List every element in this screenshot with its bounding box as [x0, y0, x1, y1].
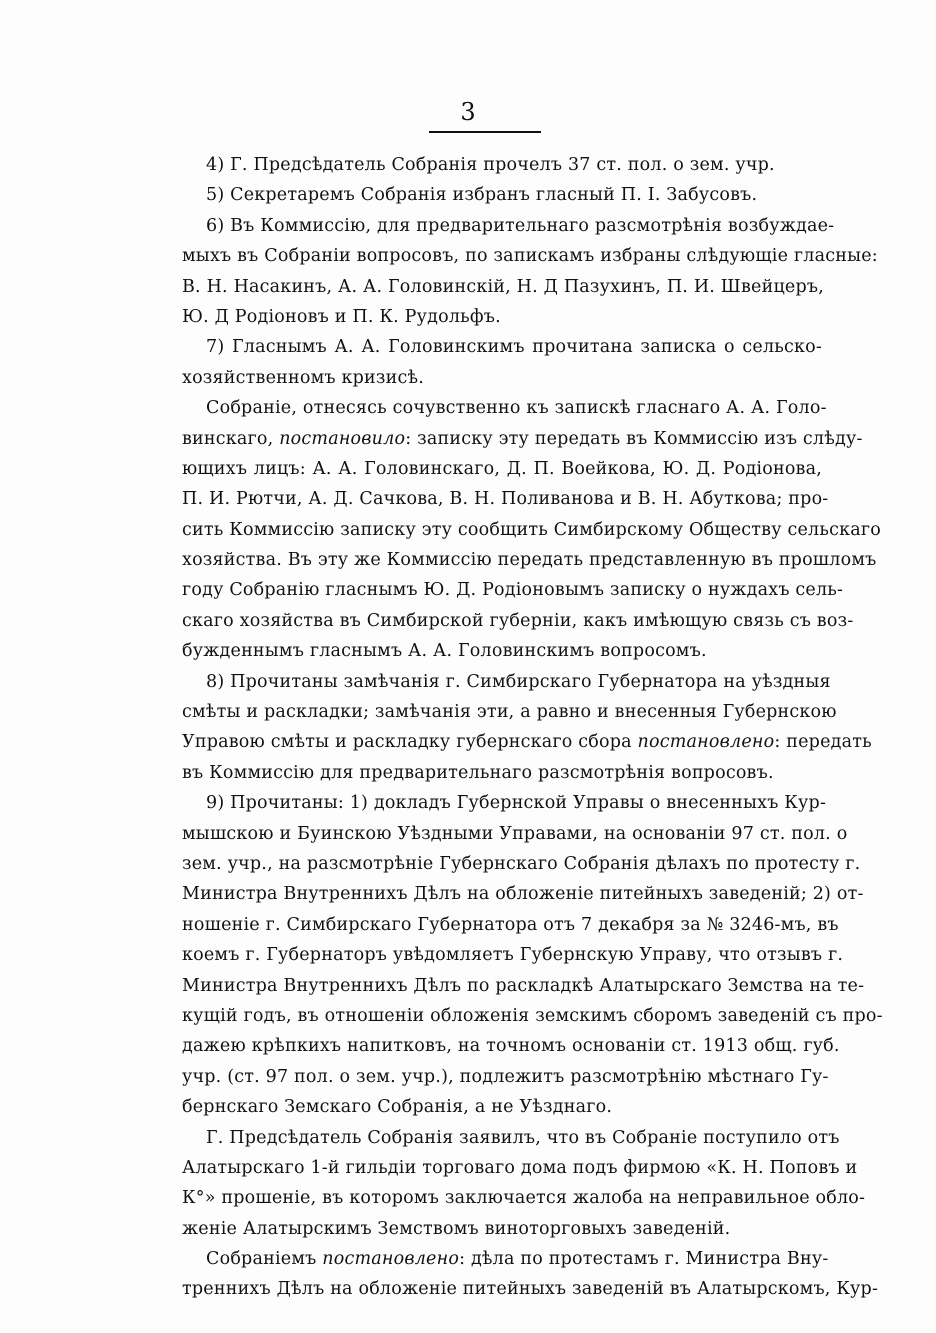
text-line — [182, 1062, 829, 1092]
text-line — [182, 575, 844, 605]
text-line — [182, 758, 822, 788]
text-segment: женіе Алатырскимъ Земствомъ виноторговыхъ заведеній. — [182, 1218, 731, 1239]
text-segment: коемъ г. Губернаторъ увѣдомляетъ Губернскую Управу, что отзывъ г. — [182, 945, 844, 966]
text-segment: мыхъ въ Собраніи вопросовъ, по запискамъ избраны слѣдующіе гласные: — [182, 246, 878, 267]
text-line — [182, 727, 872, 757]
text-segment: : записку эту передать въ Коммиссію изъ слѣду- — [405, 428, 863, 449]
text-segment: зем. учр., на разсмотрѣніе Губернскаго Собранія дѣлахъ по протесту г. — [182, 853, 861, 874]
text-line — [182, 1001, 883, 1031]
text-line — [182, 363, 822, 393]
text-line — [182, 636, 822, 666]
paragraph-p6 — [182, 211, 878, 333]
text-line — [182, 393, 827, 423]
text-line — [182, 1244, 829, 1274]
text-segment: году Собранію гласнымъ Ю. Д. Родіоновымъ записку о нуждахъ сель- — [182, 580, 844, 601]
text-segment: хозяйства. Въ эту же Коммиссію передать представленную въ прошломъ — [182, 550, 877, 571]
text-line — [182, 849, 861, 879]
text-line — [182, 1092, 822, 1122]
text-segment: хозяйственномъ кризисѣ. — [182, 367, 425, 388]
text-segment: Ю. Д Родіоновъ и П. К. Рудольфъ. — [182, 306, 501, 327]
text-line — [182, 272, 822, 302]
paragraph-p10 — [182, 1123, 866, 1245]
text-line — [182, 484, 829, 514]
text-line — [182, 667, 831, 697]
header-rule — [429, 131, 541, 133]
text-segment: кущій годъ, въ отношеніи обложенія земскимъ сборомъ заведеній съ про- — [182, 1005, 883, 1026]
text-line — [182, 879, 864, 909]
text-segment: 5) Секретаремъ Собранія избранъ гласный П. І. Забусовъ. — [206, 185, 758, 206]
emphasis: постановлено — [637, 732, 775, 753]
text-segment: : передать — [774, 732, 872, 753]
text-line — [182, 454, 822, 484]
text-line — [182, 515, 881, 545]
text-segment: 6) Въ Коммиссію, для предварительнаго разсмотрѣнія возбуждае- — [206, 215, 835, 236]
text-segment: Алатырскаго 1-й гильдіи торговаго дома подъ фирмою «К. Н. Поповъ и — [182, 1157, 858, 1178]
text-line — [182, 910, 839, 940]
text-line — [182, 788, 827, 818]
paragraph-p7 — [182, 332, 822, 393]
text-segment: П. И. Рютчи, А. Д. Сачкова, В. Н. Поливанова и В. Н. Абуткова; про- — [182, 489, 829, 510]
paragraph-p4 — [182, 150, 822, 180]
text-segment: дажею крѣпкихъ напитковъ, на точномъ основаніи ст. 1913 общ. губ. — [182, 1036, 840, 1057]
text-segment: смѣты и раскладки; замѣчанія эти, а равно и внесенныя Губернскою — [182, 702, 837, 723]
text-segment: Г. Предсѣдатель Собранія заявилъ, что въ Собраніе поступило отъ — [206, 1127, 840, 1148]
text-line — [182, 819, 848, 849]
paragraph-p8 — [182, 667, 872, 789]
text-line — [182, 180, 822, 210]
text-line — [182, 1214, 822, 1244]
text-line — [182, 1153, 858, 1183]
text-line — [182, 697, 837, 727]
text-line — [182, 211, 835, 241]
text-line — [182, 940, 844, 970]
text-segment: Министра Внутреннихъ Дѣлъ на обложеніе питейныхъ заведеній; 2) от- — [182, 884, 864, 905]
text-segment: треннихъ Дѣлъ на обложеніе питейныхъ заведеній въ Алатырскомъ, Кур- — [182, 1279, 879, 1300]
paragraph-p7b — [182, 393, 881, 667]
text-segment: В. Н. Насакинъ, А. А. Головинскій, Н. Д Пазухинъ, П. И. Швейцеръ, — [182, 276, 824, 297]
text-line — [182, 1123, 840, 1153]
text-segment: сить Коммиссію записку эту сообщить Симбирскому Обществу сельскаго — [182, 519, 881, 540]
text-segment: Министра Внутреннихъ Дѣлъ по раскладкѣ Алатырскаго Земства на те- — [182, 975, 865, 996]
text-segment: ющихъ лицъ: А. А. Головинскаго, Д. П. Воейкова, Ю. Д. Родіонова, — [182, 458, 822, 479]
text-segment: К°» прошеніе, въ которомъ заключается жалоба на неправильное обло- — [182, 1188, 866, 1209]
text-line — [182, 1031, 840, 1061]
text-line — [182, 1183, 866, 1213]
text-segment: Собраніемъ — [206, 1249, 323, 1270]
paragraph-p11 — [182, 1244, 879, 1305]
text-segment: 4) Г. Предсѣдатель Собранія прочелъ 37 ст. пол. о зем. учр. — [206, 155, 775, 175]
text-segment: учр. (ст. 97 пол. о зем. учр.), подлежитъ разсмотрѣнію мѣстнаго Гу- — [182, 1066, 829, 1087]
paragraph-p9 — [182, 788, 883, 1122]
text-segment: Управою смѣты и раскладку губернскаго сбора — [182, 732, 638, 753]
text-line — [182, 545, 877, 575]
text-line — [182, 302, 822, 332]
text-segment: : дѣла по протестамъ г. Министра Вну- — [459, 1249, 829, 1270]
text-line — [182, 150, 822, 180]
text-segment: мышскою и Буинскою Уѣздными Управами, на основаніи 97 ст. пол. о — [182, 823, 848, 844]
text-segment: 9) Прочитаны: 1) докладъ Губернской Управы о внесенныхъ Кур- — [206, 793, 827, 814]
emphasis: постановлено — [322, 1249, 460, 1270]
text-segment: винскаго, — [182, 428, 280, 449]
emphasis: постановило — [279, 428, 406, 449]
text-line — [182, 424, 863, 454]
text-line — [182, 241, 878, 271]
body-text — [182, 150, 883, 1305]
text-segment: ношеніе г. Симбирскаго Губернатора отъ 7 декабря за № 3246-мъ, въ — [182, 914, 839, 935]
text-line — [182, 971, 865, 1001]
text-segment: бернскаго Земскаго Собранія, а не Уѣзднаго. — [182, 1097, 613, 1118]
text-segment: скаго хозяйства въ Симбирской губерніи, какъ имѣющую связь съ воз- — [182, 610, 854, 631]
paragraph-p5 — [182, 180, 822, 210]
text-line — [182, 606, 854, 636]
text-segment: въ Коммиссію для предварительнаго разсмотрѣнія вопросовъ. — [182, 762, 774, 783]
text-segment: Собраніе, отнесясь сочувственно къ запискѣ гласнаго А. А. Голо- — [206, 398, 827, 419]
text-segment: бужденнымъ гласнымъ А. А. Головинскимъ вопросомъ. — [182, 641, 707, 662]
text-line — [182, 1274, 879, 1304]
text-line — [182, 332, 822, 362]
text-segment: 7) Гласнымъ А. А. Головинскимъ прочитана записка о сельско- — [206, 337, 822, 358]
text-segment: 8) Прочитаны замѣчанія г. Симбирскаго Губернатора на уѣздныя — [206, 671, 831, 692]
page-number: 3 — [460, 98, 476, 126]
